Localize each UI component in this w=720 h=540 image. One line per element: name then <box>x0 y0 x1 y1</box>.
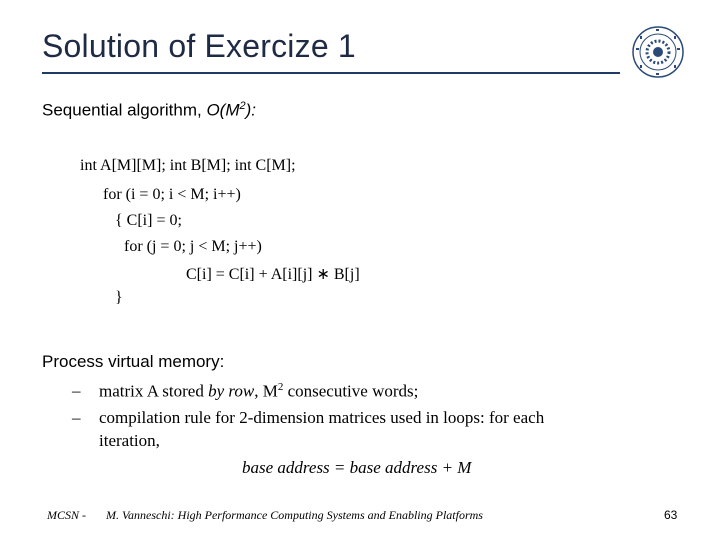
bullet-1-mid: , M <box>254 381 278 401</box>
subtitle-exponent: 2 <box>239 100 246 112</box>
bullet-2-line-2: iteration, <box>99 431 160 450</box>
slide-title: Solution of Exercize 1 <box>42 28 356 64</box>
algorithm-heading <box>42 100 256 121</box>
code-line-6: } <box>115 289 123 306</box>
bullet-1-exponent: 2 <box>277 381 284 393</box>
code-line-3: { C[i] = 0; <box>115 212 182 229</box>
bullet-1 <box>99 381 418 402</box>
section-title: Process virtual memory: <box>42 352 225 371</box>
bullet-1-prefix: matrix A stored <box>99 381 209 401</box>
footer-text: M. Vanneschi: High Performance Computing Systems and Enabling Platforms <box>106 508 483 522</box>
bullet-2-line-1: compilation rule for 2-dimension matrices used in loops: for each <box>99 408 545 427</box>
subtitle-prefix: Sequential algorithm, <box>42 100 207 120</box>
code-line-5: C[i] = C[i] + A[i][j] ∗ B[j] <box>186 266 360 283</box>
bullet-1-italic: by row <box>208 381 255 401</box>
bullet-marker: – <box>72 381 81 400</box>
code-line-1: int A[M][M]; int B[M]; int C[M]; <box>80 157 296 174</box>
code-line-4: for (j = 0; j < M; j++) <box>124 238 262 255</box>
page-number: 63 <box>664 508 678 522</box>
subtitle-close: ): <box>245 100 256 120</box>
title-divider <box>42 72 620 74</box>
subtitle-complexity: O(M <box>206 100 240 120</box>
footer-org: MCSN - <box>47 508 86 522</box>
address-formula: base address = base address + M <box>242 458 472 477</box>
university-seal-logo <box>626 24 690 80</box>
code-line-2: for (i = 0; i < M; i++) <box>103 186 241 203</box>
bullet-1-suffix: consecutive words; <box>283 381 419 401</box>
bullet-marker: – <box>72 408 81 427</box>
